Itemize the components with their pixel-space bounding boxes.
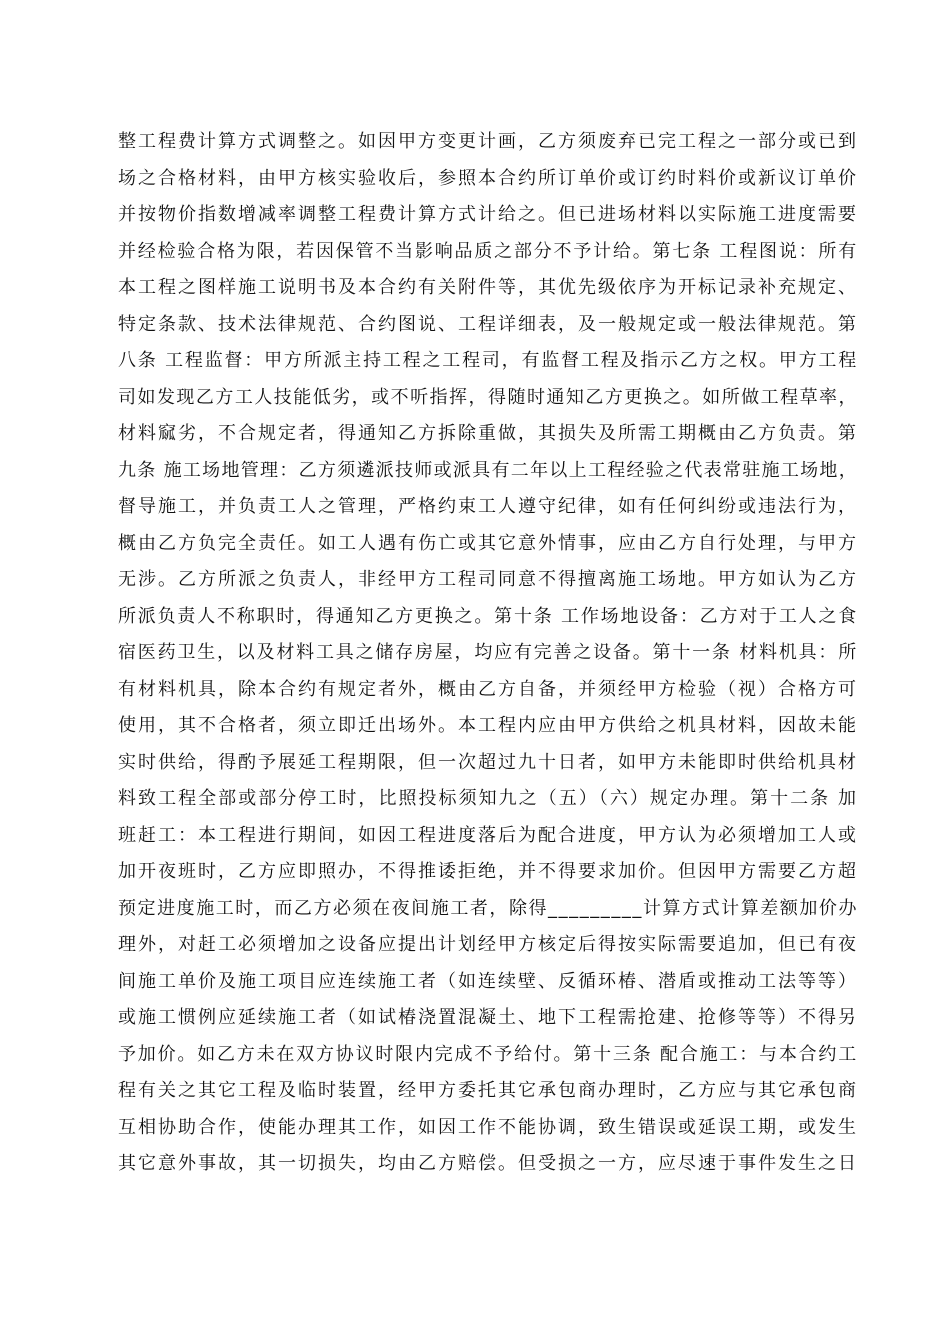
text-line: 整工程费计算方式调整之。如因甲方变更计画，乙方须废弃已完工程之一部分或已到 (118, 131, 858, 152)
text-line: 有材料机具，除本合约有规定者外，概由乙方自备，并须经甲方检验（视）合格方可 (118, 678, 858, 700)
text-line: 预定进度施工时，而乙方必须在夜间施工者，除得_________计算方式计算差额加价办 (118, 897, 859, 919)
text-line: 所派负责人不称职时，得通知乙方更换之。第十条 工作场地设备：乙方对于工人之食 (118, 605, 859, 627)
text-line: 督导施工，并负责工人之管理，严格约束工人遵守纪律，如有任何纠纷或违法行为， (118, 496, 858, 517)
text-line: 并经检验合格为限，若因保管不当影响品质之部分不予计给。第七条 工程图说：所有 (118, 240, 859, 262)
text-line: 间施工单价及施工项目应连续施工者（如连续壁、反循环椿、潜盾或推动工法等等） (118, 970, 858, 992)
text-line: 司如发现乙方工人技能低劣，或不听指挥，得随时通知乙方更换之。如所做工程草率， (118, 386, 859, 408)
text-line: 予加价。如乙方未在双方协议时限内完成不予给付。第十三条 配合施工：与本合约工 (118, 1043, 859, 1065)
text-line: 实时供给，得酌予展延工程期限，但一次超过九十日者，如甲方未能即时供给机具材 (118, 751, 858, 773)
text-line: 宿医药卫生，以及材料工具之储存房屋，均应有完善之设备。第十一条 材料机具：所 (118, 642, 859, 663)
text-line: 特定条款、技术法律规范、合约图说、工程详细表，及一般规定或一般法律规范。第 (118, 313, 858, 335)
text-line: 班赶工：本工程进行期间，如因工程进度落后为配合进度，甲方认为必须增加工人或 (118, 824, 858, 846)
text-line: 程有关之其它工程及临时装置，经甲方委托其它承包商办理时，乙方应与其它承包商 (118, 1080, 858, 1101)
text-line: 互相协助合作，使能办理其工作，如因工作不能协调，致生错误或延误工期，或发生 (118, 1116, 858, 1138)
text-line: 概由乙方负完全责任。如工人遇有伤亡或其它意外情事，应由乙方自行处理，与甲方 (118, 532, 858, 554)
text-line: 使用，其不合格者，须立即迁出场外。本工程内应由甲方供给之机具材料，因故未能 (118, 715, 858, 736)
text-line: 理外，对赶工必须增加之设备应提出计划经甲方核定后得按实际需要追加，但已有夜 (118, 934, 858, 955)
text-line: 场之合格材料，由甲方核实验收后，参照本合约所订单价或订约时料价或新议订单价 (118, 167, 858, 189)
text-line: 本工程之图样施工说明书及本合约有关附件等，其优先级依序为开标记录补充规定、 (118, 277, 858, 298)
text-line: 九条 施工场地管理：乙方须遴派技师或派具有二年以上工程经验之代表常驻施工场地， (118, 459, 858, 481)
text-line: 料致工程全部或部分停工时，比照投标须知九之（五）（六）规定办理。第十二条 加 (118, 788, 859, 809)
text-line: 无涉。乙方所派之负责人，非经甲方工程司同意不得擅离施工场地。甲方如认为乙方 (118, 569, 858, 590)
text-line: 或施工惯例应延续施工者（如试椿浇置混凝土、地下工程需抢建、抢修等等）不得另 (118, 1007, 858, 1028)
contract-body-text (118, 124, 858, 1183)
text-line: 并按物价指数增减率调整工程费计算方式计给之。但已进场材料以实际施工进度需要 (118, 204, 858, 225)
text-line: 加开夜班时，乙方应即照办，不得推诿拒绝，并不得要求加价。但因甲方需要乙方超 (118, 861, 858, 882)
text-line: 其它意外事故，其一切损失，均由乙方赔偿。但受损之一方，应尽速于事件发生之日 (118, 1153, 858, 1174)
text-line: 材料窳劣，不合规定者，得通知乙方拆除重做，其损失及所需工期概由乙方负责。第 (118, 423, 858, 444)
text-line: 八条 工程监督：甲方所派主持工程之工程司，有监督工程及指示乙方之权。甲方工程 (118, 350, 859, 371)
